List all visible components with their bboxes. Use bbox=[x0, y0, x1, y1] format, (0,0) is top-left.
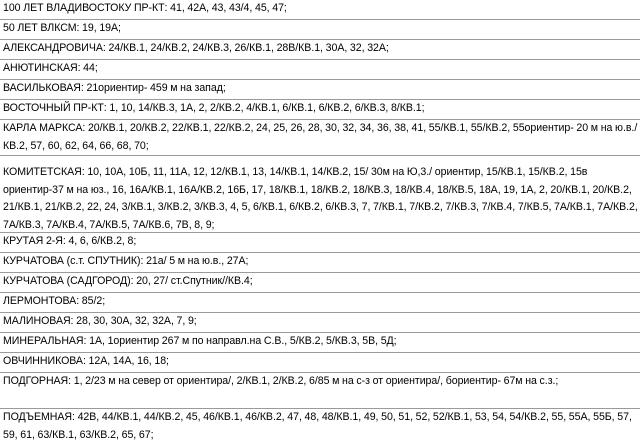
list-row bbox=[0, 0, 640, 20]
list-row bbox=[0, 120, 640, 156]
list-row bbox=[0, 373, 640, 409]
row-text: ВАСИЛЬКОВАЯ: 21ориентир- 459 м на запад; bbox=[3, 82, 226, 94]
list-row bbox=[0, 333, 640, 353]
list-row bbox=[0, 100, 640, 120]
row-text: КУРЧАТОВА (САДГОРОД): 20, 27/ ст.Спутник//КВ.4; bbox=[3, 275, 253, 287]
list-row bbox=[0, 156, 640, 233]
row-text: КАРЛА МАРКСА: 20/КВ.1, 20/КВ.2, 22/КВ.1, 22/КВ.2, 24, 25, 26, 28, 30, 32, 34, 36, 38, 41, 55/КВ.1, 55/КВ.2, 55ориентир- 20 м на ю.в./КВ.2, 57, 60, 62, 64, 66, 68, 70; bbox=[3, 122, 638, 152]
row-text: 50 ЛЕТ ВЛКСМ: 19, 19А; bbox=[3, 22, 121, 34]
list-row bbox=[0, 273, 640, 293]
row-text: ЛЕРМОНТОВА: 85/2; bbox=[3, 295, 106, 307]
list-row bbox=[0, 253, 640, 273]
list-row bbox=[0, 80, 640, 100]
row-text: ПОДЪЕМНАЯ: 42В, 44/КВ.1, 44/КВ.2, 45, 46/КВ.1, 46/КВ.2, 47, 48, 48/КВ.1, 49, 50, 51, 52, 52/КВ.1, 53, 54, 54/КВ.2, 55, 55А, 55Б, 57, 59, 61, 63/КВ.1, 63/КВ.2, 65, 67; bbox=[3, 411, 632, 441]
row-text: ОВЧИННИКОВА: 12А, 14А, 16, 18; bbox=[3, 355, 169, 367]
row-text: АНЮТИНСКАЯ: 44; bbox=[3, 62, 98, 74]
row-text: ВОСТОЧНЫЙ ПР-КТ: 1, 10, 14/КВ.3, 1А, 2, 2/КВ.2, 4/КВ.1, 6/КВ.1, 6/КВ.2, 6/КВ.3, 8/КВ.1; bbox=[3, 102, 425, 114]
list-row bbox=[0, 40, 640, 60]
row-text: МИНЕРАЛЬНАЯ: 1А, 1ориентир 267 м по направл.на С.В., 5/КВ.2, 5/КВ.3, 5В, 5Д; bbox=[3, 335, 397, 347]
list-row bbox=[0, 233, 640, 253]
list-row bbox=[0, 353, 640, 373]
row-text: КУРЧАТОВА (с.т. СПУТНИК): 21а/ 5 м на ю.в., 27А; bbox=[3, 255, 249, 267]
row-text: МАЛИНОВАЯ: 28, 30, 30А, 32, 32А, 7, 9; bbox=[3, 315, 197, 327]
list-row bbox=[0, 313, 640, 333]
list-row bbox=[0, 20, 640, 40]
row-text: 100 ЛЕТ ВЛАДИВОСТОКУ ПР-КТ: 41, 42А, 43, 43/4, 45, 47; bbox=[3, 2, 287, 14]
list-row bbox=[0, 409, 640, 445]
row-text: КРУТАЯ 2-Я: 4, 6, 6/КВ.2, 8; bbox=[3, 235, 137, 247]
list-row bbox=[0, 60, 640, 80]
row-text: ПОДГОРНАЯ: 1, 2/23 м на север от ориентира/, 2/КВ.1, 2/КВ.2, 6/85 м на с-з от ориентира/, бориентир- 67м на с.з.; bbox=[3, 375, 559, 387]
row-text: КОМИТЕТСКАЯ: 10, 10А, 10Б, 11, 11А, 12, 12/КВ.1, 13, 14/КВ.1, 14/КВ.2, 15/ 30м на Ю,3./ ориентир, 15/КВ.1, 15/КВ.2, 15в ориентир-37 м на юз., 16, 16А/КВ.1, 16А/КВ.2, 16Б, 17, 18/КВ.1, 18/КВ.2, 18/КВ.3, 18/КВ.4, 18/КВ.5, 18А, 19, 1А, 2, 20/КВ.1, 20/КВ.2, 21/КВ.1, 21/КВ.2, 22, 24, 3/КВ.1, 3/КВ.2, 3/КВ.3, 4, 5, 6/КВ.1, 6/КВ.2, 6/КВ.3, 7, 7/КВ.1, 7/КВ.2, 7/КВ.3, 7/КВ.4, 7/КВ.5, 7А/КВ.1, 7А/КВ.2, 7А/КВ.3, 7А/КВ.4, 7А/КВ.5, 7А/КВ.6, 7В, 8, 9; bbox=[3, 166, 638, 231]
row-text: АЛЕКСАНДРОВИЧА: 24/КВ.1, 24/КВ.2, 24/КВ.3, 26/КВ.1, 28В/КВ.1, 30А, 32, 32А; bbox=[3, 42, 389, 54]
list-row bbox=[0, 293, 640, 313]
